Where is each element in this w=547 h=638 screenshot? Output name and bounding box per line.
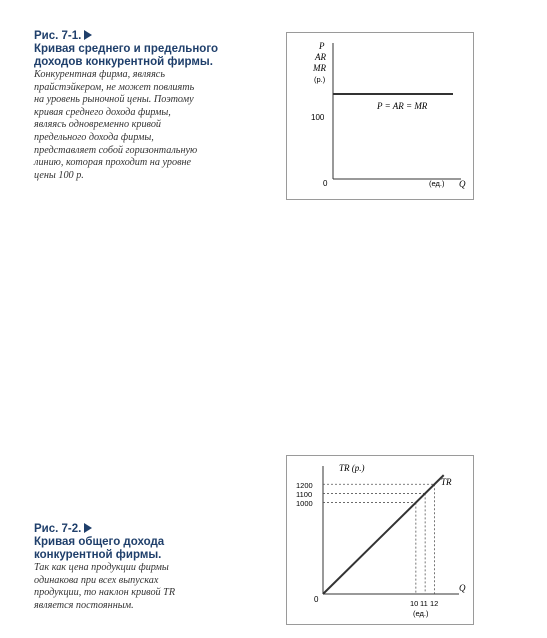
fig2-y-tick-1200: 1200 xyxy=(296,481,313,490)
fig2-y-tick-1100: 1100 xyxy=(296,490,313,499)
fig1-body-line: цены 100 р. xyxy=(34,169,84,181)
fig1-body xyxy=(34,69,244,182)
fig1-number: Рис. 7-1. xyxy=(34,30,82,42)
fig2-x-unit: (ед.) xyxy=(413,609,429,618)
fig1-y-label-ar: AR xyxy=(315,52,326,62)
fig1-body-line: предельного дохода фирмы, xyxy=(34,131,154,143)
fig2-number: Рис. 7-2. xyxy=(34,523,82,535)
fig1-y-label-mr: MR xyxy=(313,63,326,73)
fig2-number-line xyxy=(34,523,244,536)
fig2-title-1: Кривая общего дохода xyxy=(34,536,165,548)
fig1-series-label: P = AR = MR xyxy=(377,101,428,111)
play-triangle-icon xyxy=(84,523,92,533)
fig2-title-2: конкурентной фирмы. xyxy=(34,549,162,561)
fig2-x-tick-11: 11 xyxy=(420,599,428,608)
fig1-origin-label: 0 xyxy=(323,179,328,188)
fig1-body-line: представляет собой горизонтальную xyxy=(34,144,198,156)
fig1-y-label-unit: (р.) xyxy=(314,75,326,84)
fig2-body-line: является постоянным. xyxy=(34,599,134,611)
fig1-x-unit: (ед.) xyxy=(429,179,445,188)
fig2-body-line: продукции, то наклон кривой TR xyxy=(34,587,176,599)
fig1-body-line: прайстэйкером, не может повлиять xyxy=(34,81,195,93)
fig1-chart-frame xyxy=(286,32,474,200)
fig1-x-label: Q xyxy=(459,179,466,189)
fig2-x-label: Q xyxy=(459,583,466,593)
fig1-body-line: являясь одновременно кривой xyxy=(34,119,162,131)
play-triangle-icon xyxy=(84,30,92,40)
fig1-title-1: Кривая среднего и предельного xyxy=(34,43,218,55)
fig2-x-tick-12: 12 xyxy=(430,599,439,608)
fig2-origin-label: 0 xyxy=(314,595,319,604)
fig2-chart-frame xyxy=(286,455,474,625)
fig2-series-line xyxy=(323,475,444,594)
fig1-number-line xyxy=(34,30,244,43)
fig1-caption xyxy=(34,30,244,182)
fig1-body-line: на уровень рыночной цены. Поэтому xyxy=(34,94,194,106)
fig2-caption xyxy=(34,523,244,612)
fig1-chart xyxy=(287,33,473,199)
fig2-body-line: Так как цена продукции фирмы xyxy=(34,562,169,573)
fig2-x-tick-10: 10 xyxy=(410,599,419,608)
fig2-y-tick-1000: 1000 xyxy=(296,499,313,508)
fig1-body-line: линию, которая проходит на уровне xyxy=(34,157,192,169)
fig1-title-2: доходов конкурентной фирмы. xyxy=(34,56,213,68)
fig2-series-label: TR xyxy=(441,477,452,487)
fig2-body xyxy=(34,562,244,612)
fig1-y-label-p: P xyxy=(319,41,325,51)
fig2-chart xyxy=(287,456,473,624)
fig2-y-label: TR (р.) xyxy=(339,463,365,473)
fig2-body-line: одинакова при всех выпусках xyxy=(34,574,159,586)
fig1-body-line: кривая среднего дохода фирмы, xyxy=(34,106,171,118)
fig1-body-line: Конкурентная фирма, являясь xyxy=(34,69,165,80)
fig1-y-tick-100: 100 xyxy=(311,113,325,122)
